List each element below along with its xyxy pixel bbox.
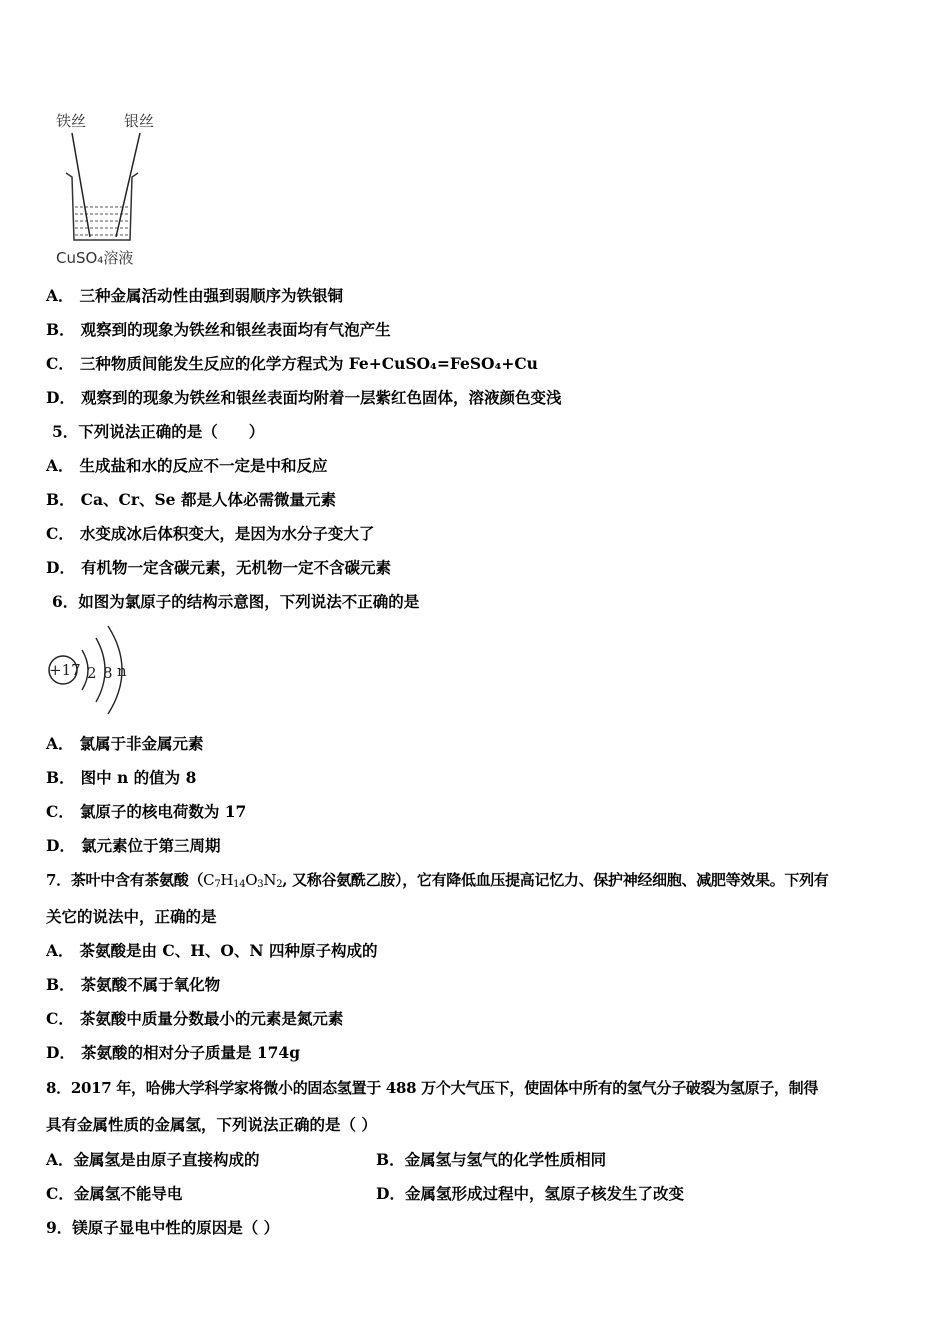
option-text: 金属氢与氢气的化学性质相同 <box>404 1150 607 1169</box>
option-text: 茶氨酸中质量分数最小的元素是氮元素 <box>79 1009 344 1028</box>
option-text: 茶氨酸的相对分子质量是 174g <box>80 1043 301 1062</box>
q8-option-d <box>376 1184 684 1204</box>
option-text: 金属氢形成过程中，氢原子核发生了改变 <box>404 1184 684 1203</box>
q6-stem: 6．如图为氯原子的结构示意图，下列说法不正确的是 <box>52 592 420 611</box>
option-text: 氯属于非金属元素 <box>79 734 204 753</box>
silver-wire-label: 银丝 <box>124 112 155 130</box>
option-text: Ca、Cr、Se 都是人体必需微量元素 <box>80 490 336 509</box>
option-label: C． <box>46 1184 74 1203</box>
option-label: A． <box>46 734 74 753</box>
option-text: 图中 n 的值为 8 <box>80 768 197 787</box>
option-label: D． <box>46 388 75 407</box>
q7-stem-line2: 关它的说法中，正确的是 <box>46 907 217 926</box>
shell-1-electrons: 2 <box>87 664 97 682</box>
nucleus-charge: +17 <box>49 661 81 679</box>
option-text: 氯原子的核电荷数为 17 <box>79 802 247 821</box>
option-label: C． <box>46 354 74 373</box>
q7-stem-line1 <box>46 870 829 890</box>
q8-stem-line2: 具有金属性质的金属氢，下列说法正确的是（ ） <box>46 1115 377 1134</box>
option-text: 金属氢是由原子直接构成的 <box>73 1150 260 1169</box>
formula-element: H <box>220 871 234 889</box>
beaker-figure <box>50 105 170 270</box>
theanine-formula <box>203 871 282 889</box>
option-label: A． <box>46 1150 74 1169</box>
option-label: D． <box>46 558 75 577</box>
option-text: 生成盐和水的反应不一定是中和反应 <box>79 456 328 475</box>
shell-3-electrons: n <box>117 662 127 680</box>
q9-stem: 9．镁原子显电中性的原因是（ ） <box>46 1218 280 1237</box>
q5-option-d <box>46 558 391 578</box>
formula-subscript: 14 <box>233 879 246 890</box>
q5-option-a <box>46 456 328 476</box>
option-text: 三种金属活动性由强到弱顺序为铁银铜 <box>79 286 344 305</box>
q4-option-b <box>46 320 391 340</box>
stem-text: 7．茶叶中含有茶氨酸（ <box>46 871 204 889</box>
q6-option-a <box>46 734 204 754</box>
formula-subscript: 2 <box>276 879 283 890</box>
option-label: B． <box>376 1150 405 1169</box>
option-label: B． <box>46 490 75 509</box>
option-label: A． <box>46 941 74 960</box>
q8-option-c <box>46 1184 182 1204</box>
option-text: 观察到的现象为铁丝和银丝表面均附着一层紫红色固体，溶液颜色变浅 <box>80 388 562 407</box>
option-text: 水变成冰后体积变大，是因为水分子变大了 <box>79 524 375 543</box>
q6-option-c <box>46 802 246 822</box>
q5-option-c <box>46 524 374 544</box>
option-label: C． <box>46 524 74 543</box>
option-label: B． <box>46 768 75 787</box>
q8-stem-line1: 8．2017 年，哈佛大学科学家将微小的固态氢置于 488 万个大气压下，使固体中所有的氢气分子破裂为氢原子，制得 <box>46 1079 819 1097</box>
q6-option-d <box>46 836 220 856</box>
q8-option-a <box>46 1150 260 1170</box>
option-text: 三种物质间能发生反应的化学方程式为 Fe+CuSO₄=FeSO₄+Cu <box>79 354 538 373</box>
shell-2-electrons: 8 <box>103 664 113 682</box>
solution-label: CuSO₄溶液 <box>56 249 134 267</box>
formula-subscript: 7 <box>214 879 221 890</box>
option-label: A． <box>46 286 74 305</box>
iron-wire-label: 铁丝 <box>56 112 87 130</box>
q7-option-c <box>46 1009 343 1029</box>
option-label: C． <box>46 1009 74 1028</box>
q5-option-b <box>46 490 336 510</box>
q7-option-d <box>46 1043 300 1063</box>
option-label: B． <box>46 975 75 994</box>
q7-option-b <box>46 975 220 995</box>
option-label: A． <box>46 456 74 475</box>
q7-option-a <box>46 941 377 961</box>
option-label: C． <box>46 802 74 821</box>
option-text: 氯元素位于第三周期 <box>80 836 221 855</box>
option-text: 茶氨酸不属于氧化物 <box>80 975 221 994</box>
q4-option-a <box>46 286 343 306</box>
option-text: 有机物一定含碳元素，无机物一定不含碳元素 <box>80 558 391 577</box>
q8-option-b <box>376 1150 606 1170</box>
q5-stem: 5．下列说法正确的是（ ） <box>52 422 265 441</box>
option-label: D． <box>46 1043 75 1062</box>
option-label: B． <box>46 320 75 339</box>
option-label: D． <box>46 836 75 855</box>
option-text: 金属氢不能导电 <box>73 1184 183 1203</box>
q6-option-b <box>46 768 196 788</box>
option-text: 观察到的现象为铁丝和银丝表面均有气泡产生 <box>80 320 391 339</box>
q4-option-d <box>46 388 561 408</box>
stem-text: , 又称谷氨酰乙胺），它有降低血压提高记忆力、保护神经细胞、减肥等效果。下列有 <box>282 871 829 889</box>
option-text: 茶氨酸是由 C、H、O、N 四种原子构成的 <box>79 941 378 960</box>
chlorine-atom-diagram <box>44 622 144 718</box>
formula-element: C <box>203 871 215 889</box>
formula-element: N <box>263 871 277 889</box>
formula-subscript: 3 <box>257 879 264 890</box>
option-label: D． <box>376 1184 405 1203</box>
q4-option-c <box>46 354 538 374</box>
formula-element: O <box>245 871 258 889</box>
